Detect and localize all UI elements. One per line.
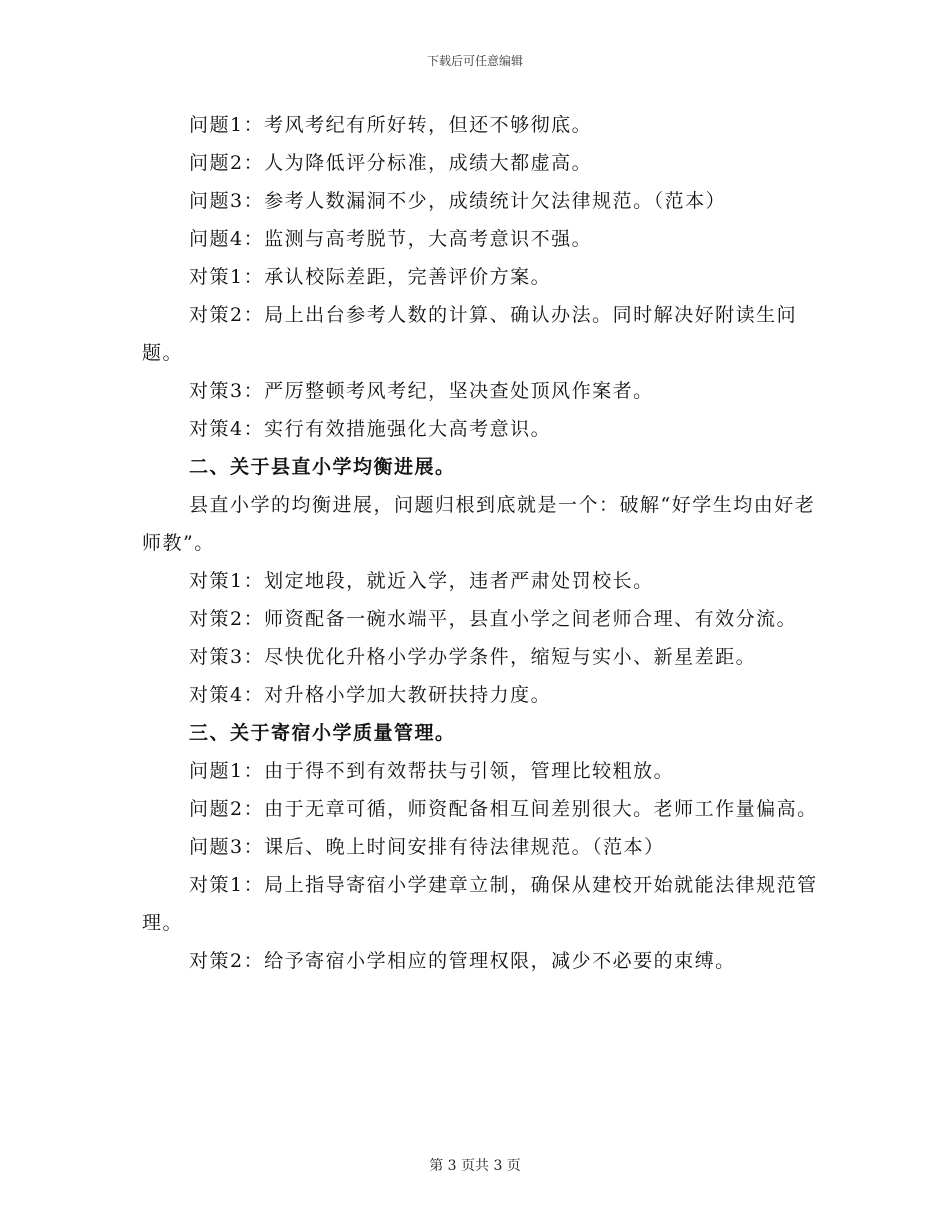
paragraph: 县直小学的均衡进展，问题归根到底就是一个：破解“好学生均由好老师教”。 — [142, 494, 816, 554]
paragraph: 对策4：实行有效措施强化大高考意识。 — [189, 418, 552, 440]
paragraph: 问题3：参考人数漏洞不少，成绩统计欠法律规范。（范本） — [189, 190, 727, 212]
paragraph: 问题2：人为降低评分标准，成绩大都虚高。 — [189, 152, 593, 174]
paragraph: 问题3：课后、晚上时间安排有待法律规范。（范本） — [189, 836, 665, 858]
paragraph: 对策2：局上出台参考人数的计算、确认办法。同时解决好附读生问题。 — [142, 304, 798, 364]
section-heading: 三、关于寄宿小学质量管理。 — [189, 722, 456, 744]
paragraph: 问题1：考风考纪有所好转，但还不够彻底。 — [189, 114, 593, 136]
paragraph: 对策3：严厉整顿考风考纪，坚决查处顶风作案者。 — [189, 380, 654, 402]
paragraph: 对策2：师资配备一碗水端平，县直小学之间老师合理、有效分流。 — [189, 608, 798, 630]
paragraph: 问题4：监测与高考脱节，大高考意识不强。 — [189, 228, 593, 250]
paragraph: 问题2：由于无章可循，师资配备相互间差别很大。老师工作量偏高。 — [189, 798, 818, 820]
paragraph: 对策3：尽快优化升格小学办学条件，缩短与实小、新星差距。 — [189, 646, 757, 668]
paragraph: 对策1：承认校际差距，完善评价方案。 — [189, 266, 552, 288]
paragraph: 问题1：由于得不到有效帮扶与引领，管理比较粗放。 — [189, 760, 675, 782]
paragraph: 对策1：划定地段，就近入学，违者严肃处罚校长。 — [189, 570, 654, 592]
document-body — [142, 106, 822, 980]
page-header: 下载后可任意编辑 — [426, 54, 523, 68]
page-footer: 第 3 页共 3 页 — [429, 1158, 521, 1174]
paragraph: 对策1：局上指导寄宿小学建章立制，确保从建校开始就能法律规范管理。 — [142, 874, 818, 934]
paragraph: 对策4：对升格小学加大教研扶持力度。 — [189, 684, 552, 706]
paragraph: 对策2：给予寄宿小学相应的管理权限，减少不必要的束缚。 — [189, 950, 736, 972]
section-heading: 二、关于县直小学均衡进展。 — [189, 456, 456, 478]
